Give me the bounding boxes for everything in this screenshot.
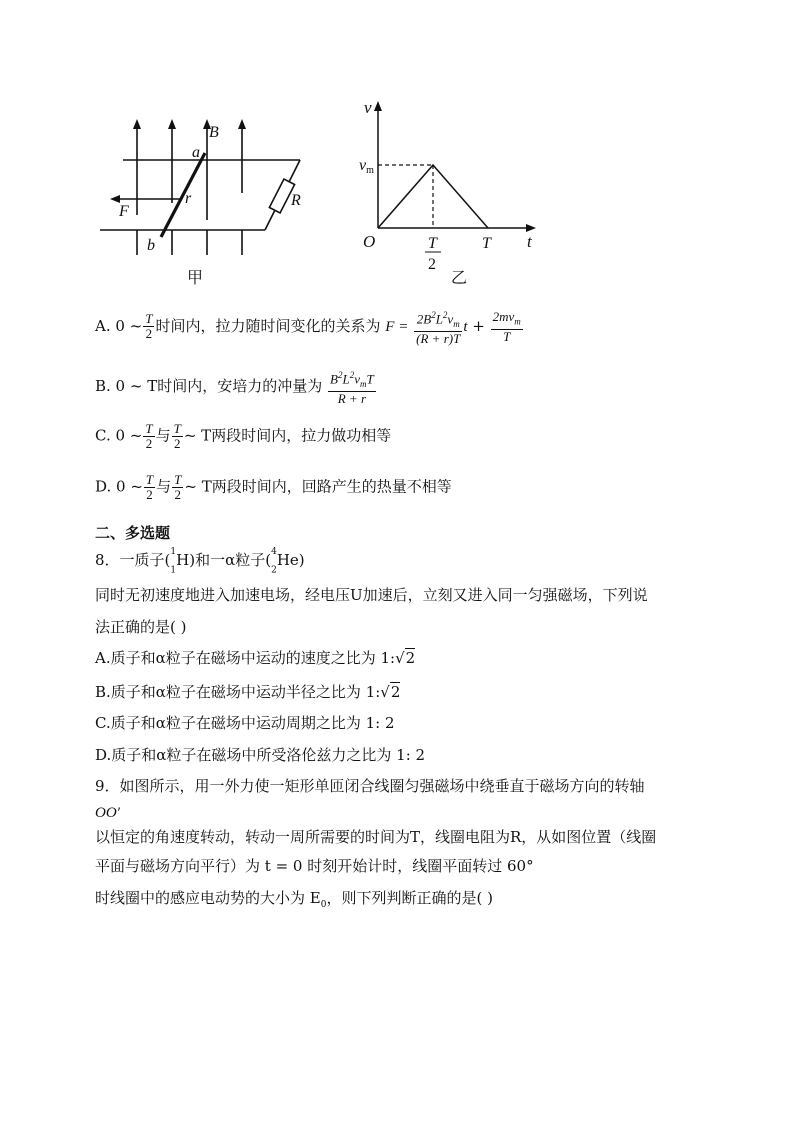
caption-jia: 甲: [187, 268, 204, 287]
label-half-num: T: [428, 235, 437, 252]
q8-stem: 8．一质子($^1$ $_1$H)和一α粒子($^4$ $_2$He): [95, 547, 305, 576]
q9-line2: 以恒定的角速度转动，转动一周所需要的时间为T，线圈电阻为R，从如图位置（线圈: [95, 828, 657, 846]
caption-yi: 乙: [451, 268, 468, 287]
label-vm: vm: [359, 157, 374, 176]
q8-line2: 同时无初速度地进入加速电场，经电压U加速后，立刻又进入同一匀强磁场，下列说: [95, 586, 648, 604]
q8-option-a: A.质子和α粒子在磁场中运动的速度之比为 1:√2: [95, 649, 416, 667]
q9-line4: 时线圈中的感应电动势的大小为 $E_0$，则下列判断正确的是( ): [95, 889, 493, 910]
section-title: 二、多选题: [95, 524, 171, 542]
label-O: O: [363, 232, 376, 251]
q7-option-d: D. 0 ~ $\frac{T}{2}$ 与 $\frac{T}{2}$ ~ T两段时间内，回路产生的热量不相等: [95, 472, 452, 502]
q7-option-a: A. 0 ~ $\frac{T}{2}$ 时间内，拉力随时间变化的关系为 F = $\frac{2B^2L^2v_m}{(R + r)T}$ t + $\frac{2mv_m}{T}$: [95, 309, 521, 346]
q8-option-d: D.质子和α粒子在磁场中所受洛伦兹力之比为 1: 2: [95, 746, 426, 764]
label-B: B: [209, 124, 219, 141]
q7-option-c: C. 0 ~ $\frac{T}{2}$ 与 $\frac{T}{2}$ ~ T两段时间内，拉力做功相等: [95, 421, 392, 451]
label-F: F: [119, 203, 129, 220]
label-R: R: [291, 192, 301, 209]
q9-line3: 平面与磁场方向平行）为 t = 0 时刻开始计时，线圈平面转过 60°: [95, 857, 534, 875]
figure-yi: [355, 95, 545, 295]
q8-line3: 法正确的是( ): [95, 618, 187, 636]
label-T: T: [482, 235, 491, 252]
label-t: t: [527, 232, 532, 251]
q8-option-b: B.质子和α粒子在磁场中运动半径之比为 1:√2: [95, 683, 401, 701]
label-b: b: [147, 237, 155, 254]
label-v: v: [364, 98, 372, 117]
label-half-den: 2: [428, 256, 436, 273]
label-r: r: [185, 190, 192, 207]
figure-jia: [95, 115, 315, 290]
q8-option-c: C.质子和α粒子在磁场中运动周期之比为 1: 2: [95, 714, 395, 732]
q7-option-b: B. 0 ~ T时间内，安培力的冲量为 $\frac{B^2L^2v_mT}{R + r}$: [95, 370, 374, 406]
q9-axis: OO′: [95, 805, 120, 821]
label-a: a: [192, 144, 200, 161]
q9-line1: 9．如图所示，用一外力使一矩形单匝闭合线圈匀强磁场中绕垂直于磁场方向的转轴: [95, 777, 645, 795]
